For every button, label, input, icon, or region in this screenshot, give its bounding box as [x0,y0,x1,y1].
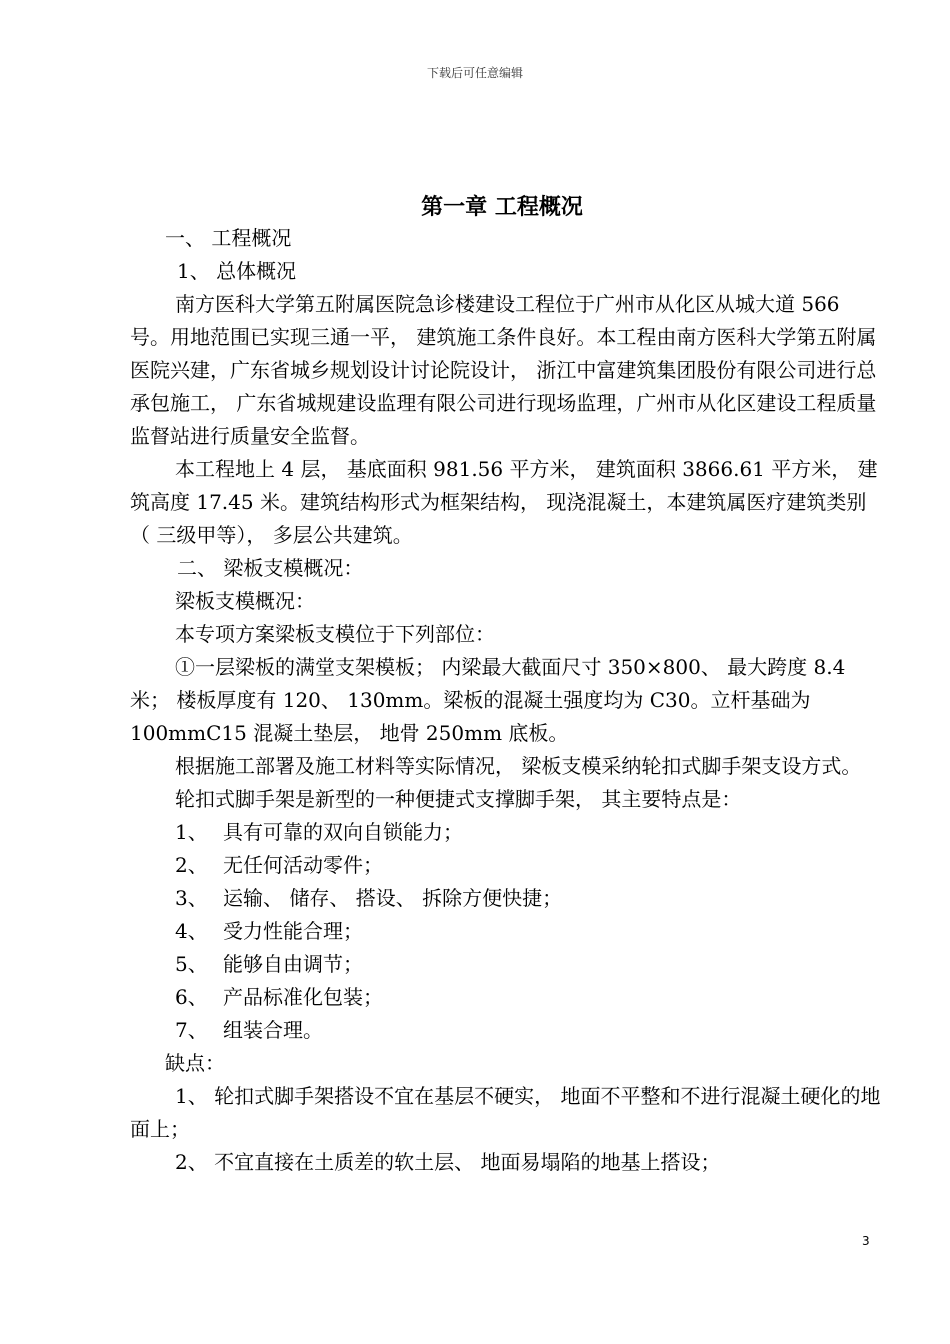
list-item: 3、 运输、 储存、 搭设、 拆除方便快捷； [175,886,563,910]
list-item: 1、 具有可靠的双向自锁能力； [175,820,463,844]
paragraph-features-intro: 轮扣式脚手架是新型的一种便捷式支撑脚手架， 其主要特点是： [175,787,742,811]
paragraph-location: 本专项方案梁板支模位于下列部位： [175,622,495,646]
document-body [130,222,882,1179]
paragraph-overview: 南方医科大学第五附属医院急诊楼建设工程位于广州市从化区从城大道 566 号。用地范围已实现三通一平， 建筑施工条件良好。本工程由南方医科大学第五附属医院兴建，广东省城乡规划设计讨论院设计， 浙江中富建筑集团股份有限公司进行总承包施工， 广东省城规建设监理有限公司进行现场监理，广州市从化区建设工程质量监督站进行质量安全监督。 [130,292,877,448]
section-heading-2: 二、 梁板支模概况： [177,556,364,580]
features-list [130,816,882,1047]
subsection-heading-2: 梁板支模概况： [175,589,315,613]
paragraph-method: 根据施工部署及施工材料等实际情况， 梁板支模采纳轮扣式脚手架支设方式。 [175,754,862,778]
list-item: 5、 能够自由调节； [175,952,363,976]
section-heading-1: 一、 工程概况 [165,226,292,250]
cons-item-2: 2、 不宜直接在土质差的软土层、 地面易塌陷的地基上搭设； [175,1150,721,1174]
chapter-title: 第一章 工程概况 [421,195,583,220]
paragraph-building: 本工程地上 4 层， 基底面积 981.56 平方米， 建筑面积 3866.61 平方米， 建筑高度 17.45 米。建筑结构形式为框架结构， 现浇混凝土，本建筑属医疗建筑类别（ 三级甲等）， 多层公共建筑。 [130,457,878,547]
list-item: 4、 受力性能合理； [175,919,363,943]
list-item: 2、 无任何活动零件； [175,853,383,877]
paragraph-formwork: ①一层梁板的满堂支架模板； 内梁最大截面尺寸 350×800、 最大跨度 8.4 米； 楼板厚度有 120、 130mm。梁板的混凝土强度均为 C30。立杆基础为 100mmC15 混凝土垫层， 地骨 250mm 底板。 [130,655,846,745]
cons-item-1: 1、 轮扣式脚手架搭设不宜在基层不硬实， 地面不平整和不进行混凝土硬化的地面上； [130,1084,881,1141]
list-item: 6、 产品标准化包装； [175,985,383,1009]
cons-label: 缺点： [165,1051,225,1075]
page-number: 3 [862,1234,870,1248]
list-item: 7、 组装合理。 [175,1018,323,1042]
subsection-heading-1: 1、 总体概况 [177,259,297,283]
page-header: 下载后可任意编辑 [426,66,523,80]
